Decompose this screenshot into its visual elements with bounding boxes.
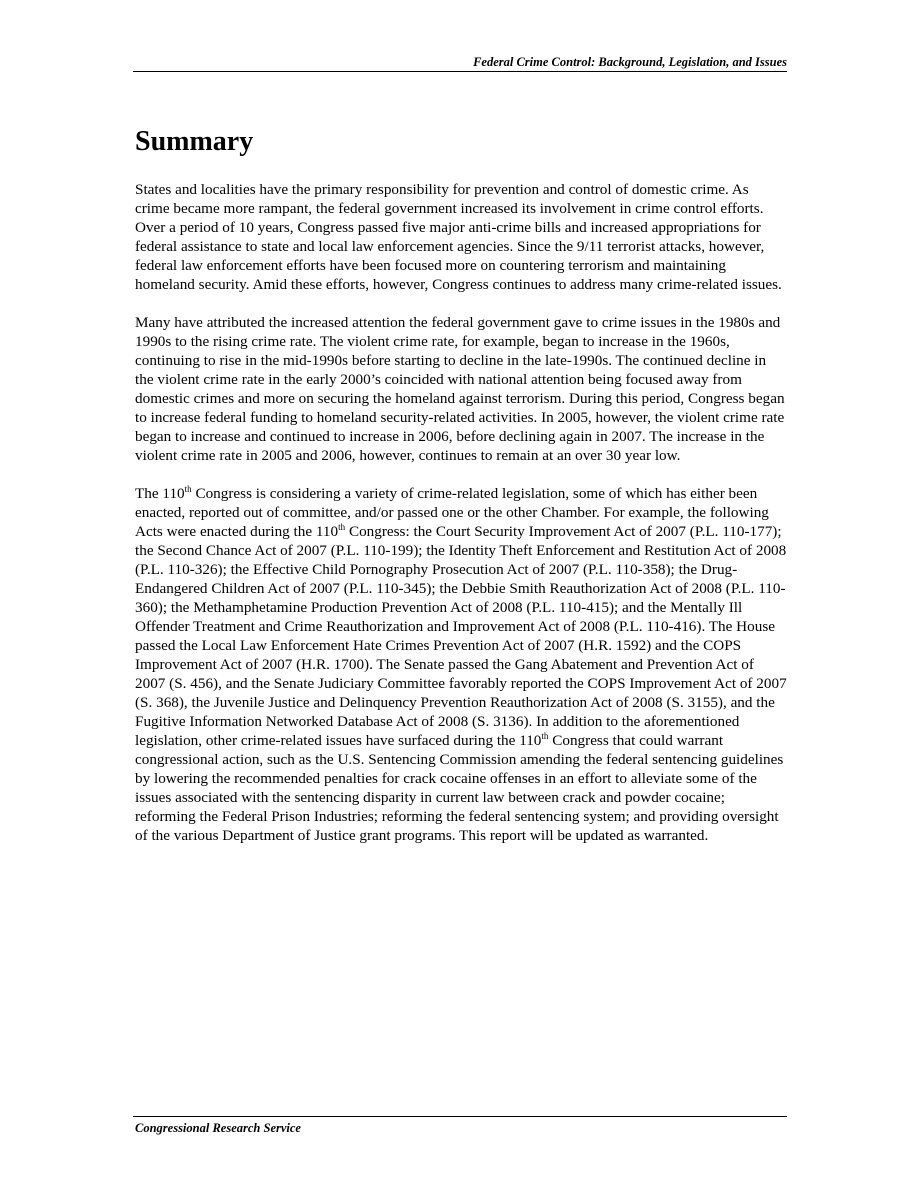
ordinal-suffix: th: [338, 521, 346, 532]
paragraph-3-text-1: The 110: [135, 485, 185, 502]
running-header: Federal Crime Control: Background, Legislation, and Issues: [473, 55, 787, 69]
paragraph-3-text-3: Congress: the Court Security Improvement Act of 2007 (P.L. 110-177); the Second Chance Act of 2007 (P.L. 110-199); the Identity Theft Enforcement and Restitution Act of 2008 (P.L. 110-326); the Effective Child Pornography Prosecution Act of 2007 (P.L. 110-358); the Drug-Endangered Children Act of 2007 (P.L. 110-345); the Debbie Smith Reauthorization Act of 2008 (P.L. 110-360); the Methamphetamine Production Prevention Act of 2008 (P.L. 110-415); and the Mentally Ill Offender Treatment and Crime Reauthorization and Improvement Act of 2008 (P.L. 110-416). The House passed the Local Law Enforcement Hate Crimes Prevention Act of 2007 (H.R. 1592) and the COPS Improvement Act of 2007 (H.R. 1700). The Senate passed the Gang Abatement and Prevention Act of 2007 (S. 456), and the Senate Judiciary Committee favorably reported the COPS Improvement Act of 2007 (S. 368), the Juvenile Justice and Delinquency Prevention Reauthorization Act of 2008 (S. 3155), and the Fugitive Information Networked Database Act of 2008 (S. 3136). In addition to the aforementioned legislation, other crime-related issues have surfaced during the 110: [135, 523, 787, 749]
summary-heading: Summary: [135, 126, 254, 157]
summary-paragraph-3: [135, 484, 787, 845]
running-footer: Congressional Research Service: [135, 1121, 301, 1135]
summary-paragraph-2: Many have attributed the increased attention the federal government gave to crime issues in the 1980s and 1990s to the rising crime rate. The violent crime rate, for example, began to increase in the 1960s, continuing to rise in the mid-1990s before starting to decline in the late-1990s. The continued decline in the violent crime rate in the early 2000’s coincided with national attention being focused away from domestic crimes and more on securing the homeland against terrorism. During this period, Congress began to increase federal funding to homeland security-related activities. In 2005, however, the violent crime rate began to increase and continued to increase in 2006, before declining again in 2007. The increase in the violent crime rate in 2005 and 2006, however, continues to remain at an over 30 year low.: [135, 314, 785, 464]
ordinal-suffix: th: [541, 730, 549, 741]
footer-divider: [133, 1116, 787, 1117]
paragraph-3-text-2: Congress is considering a variety of crime-related legislation, some of which has either been enacted, reported out of committee, and/or passed one or the other Chamber. For example, the following Acts were enacted during the 110: [135, 485, 769, 540]
summary-section: [135, 124, 787, 864]
summary-paragraph-1: States and localities have the primary responsibility for prevention and control of domestic crime. As crime became more rampant, the federal government increased its involvement in crime control efforts. Over a period of 10 years, Congress passed five major anti-crime bills and increased appropriations for federal assistance to state and local law enforcement agencies. Since the 9/11 terrorist attacks, however, federal law enforcement efforts have been focused more on countering terrorism and maintaining homeland security. Amid these efforts, however, Congress continues to address many crime-related issues.: [135, 181, 782, 293]
paragraph-3-text-4: Congress that could warrant congressional action, such as the U.S. Sentencing Commission amending the federal sentencing guidelines by lowering the recommended penalties for crack cocaine offenses in an effort to alleviate some of the issues associated with the sentencing disparity in current law between crack and powder cocaine; reforming the Federal Prison Industries; reforming the federal sentencing system; and providing oversight of the various Department of Justice grant programs. This report will be updated as warranted.: [135, 732, 784, 844]
ordinal-suffix: th: [184, 483, 192, 494]
header-divider: [133, 71, 787, 72]
